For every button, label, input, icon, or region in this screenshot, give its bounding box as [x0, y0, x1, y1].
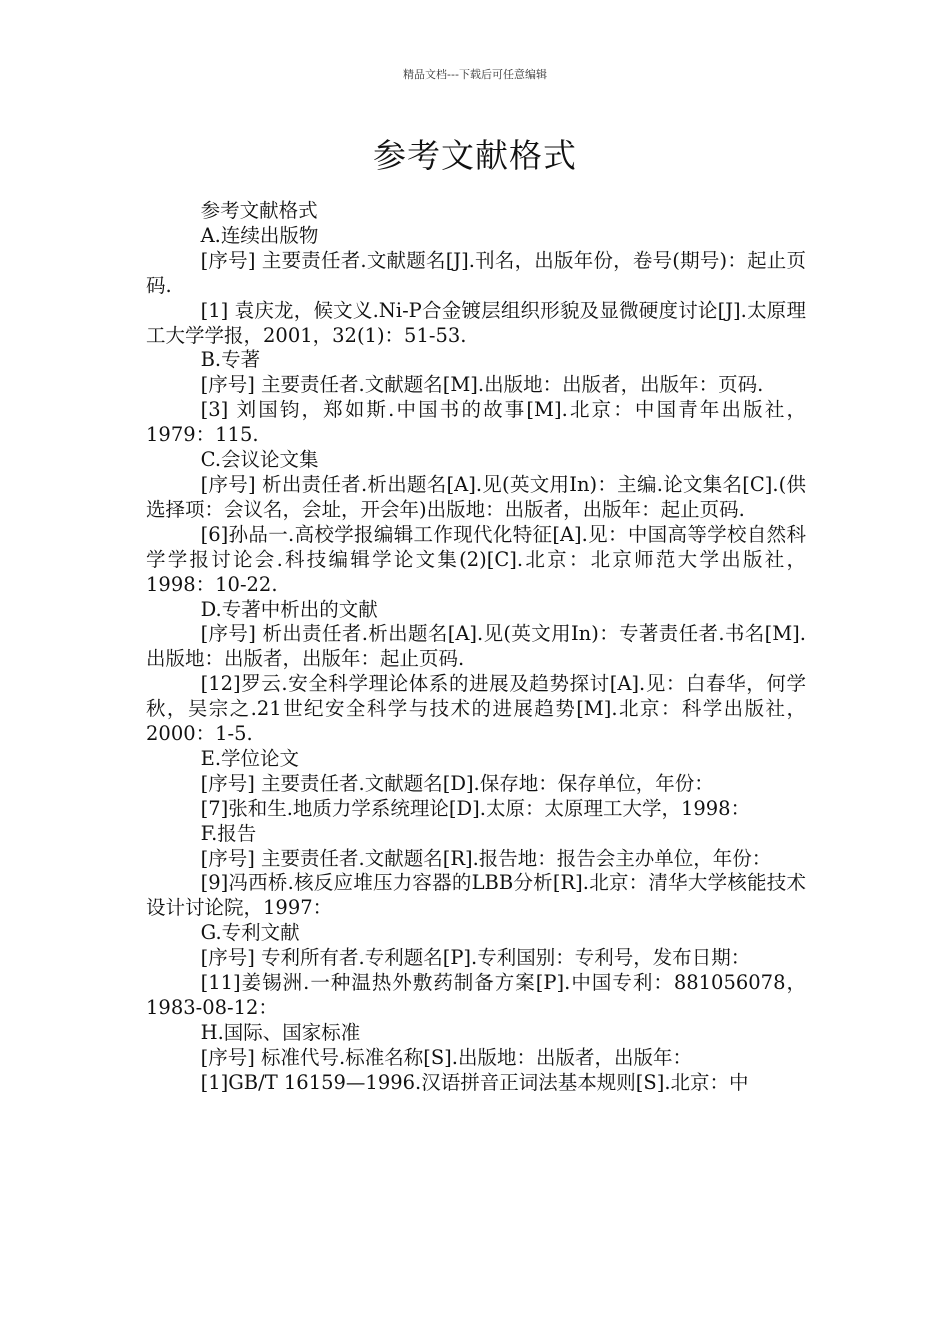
format-template-d: [序号] 析出责任者.析出题名[A].见(英文用In)：专著责任者.书名[M].出版地：出版者，出版年：起止页码. — [146, 622, 806, 671]
section-heading-f: F.报告 — [200, 821, 257, 845]
example-reference-a: [1] 袁庆龙，候文义.Ni-P合金镀层组织形貌及显微硬度讨论[J].太原理工大学学报，2001，32(1)：51-53. — [146, 298, 806, 347]
example-reference-h: [1]GB/T 16159—1996.汉语拼音正词法基本规则[S].北京：中 — [200, 1070, 749, 1094]
section-heading-b: B.专著 — [200, 348, 261, 372]
section-heading-a: A.连续出版物 — [200, 223, 319, 247]
example-reference-e: [7]张和生.地质力学系统理论[D].太原：太原理工大学，1998： — [200, 796, 751, 820]
format-template-e: [序号] 主要责任者.文献题名[D].保存地：保存单位，年份： — [200, 771, 714, 795]
format-template-f: [序号] 主要责任者.文献题名[R].报告地：报告会主办单位，年份： — [200, 846, 772, 870]
paragraph-subtitle: 参考文献格式 — [200, 199, 318, 222]
format-template-a: [序号] 主要责任者.文献题名[J].刊名，出版年份，卷号(期号)：起止页码. — [146, 248, 806, 297]
example-reference-b: [3] 刘国钧，郑如斯.中国书的故事[M].北京：中国青年出版社，1979：115. — [146, 398, 806, 447]
format-template-h: [序号] 标准代号.标准名称[S].出版地：出版者，出版年： — [200, 1045, 692, 1069]
section-heading-g: G.专利文献 — [200, 921, 300, 945]
section-heading-d: D.专著中析出的文献 — [200, 597, 378, 621]
header-note: 精品文档---下载后可任意编辑 — [403, 68, 547, 81]
format-template-c: [序号] 析出责任者.析出题名[A].见(英文用In)：主编.论文集名[C].(供选择项：会议名，会址，开会年)出版地：出版者，出版年：起止页码. — [146, 472, 806, 521]
document-body — [146, 199, 806, 1096]
example-reference-c: [6]孙品一.高校学报编辑工作现代化特征[A].见：中国高等学校自然科学学报讨论会.科技编辑学论文集(2)[C].北京：北京师范大学出版社，1998：10-22. — [146, 522, 806, 596]
example-reference-g: [11]姜锡洲.一种温热外敷药制备方案[P].中国专利：881056078，1983-08-12： — [146, 971, 806, 1019]
section-heading-e: E.学位论文 — [200, 746, 300, 770]
section-heading-h: H.国际、国家标准 — [200, 1020, 361, 1044]
format-template-b: [序号] 主要责任者.文献题名[M].出版地：出版者，出版年：页码. — [200, 373, 764, 397]
format-template-g: [序号] 专利所有者.专利题名[P].专利国别：专利号，发布日期： — [200, 946, 751, 970]
section-heading-c: C.会议论文集 — [200, 448, 319, 472]
document-title: 参考文献格式 — [373, 136, 577, 175]
example-reference-d: [12]罗云.安全科学理论体系的进展及趋势探讨[A].见：白春华，何学秋，吴宗之.21世纪安全科学与技术的进展趋势[M].北京：科学出版社，2000：1-5. — [146, 672, 806, 746]
example-reference-f: [9]冯西桥.核反应堆压力容器的LBB分析[R].北京：清华大学核能技术设计讨论院，1997： — [146, 871, 806, 920]
